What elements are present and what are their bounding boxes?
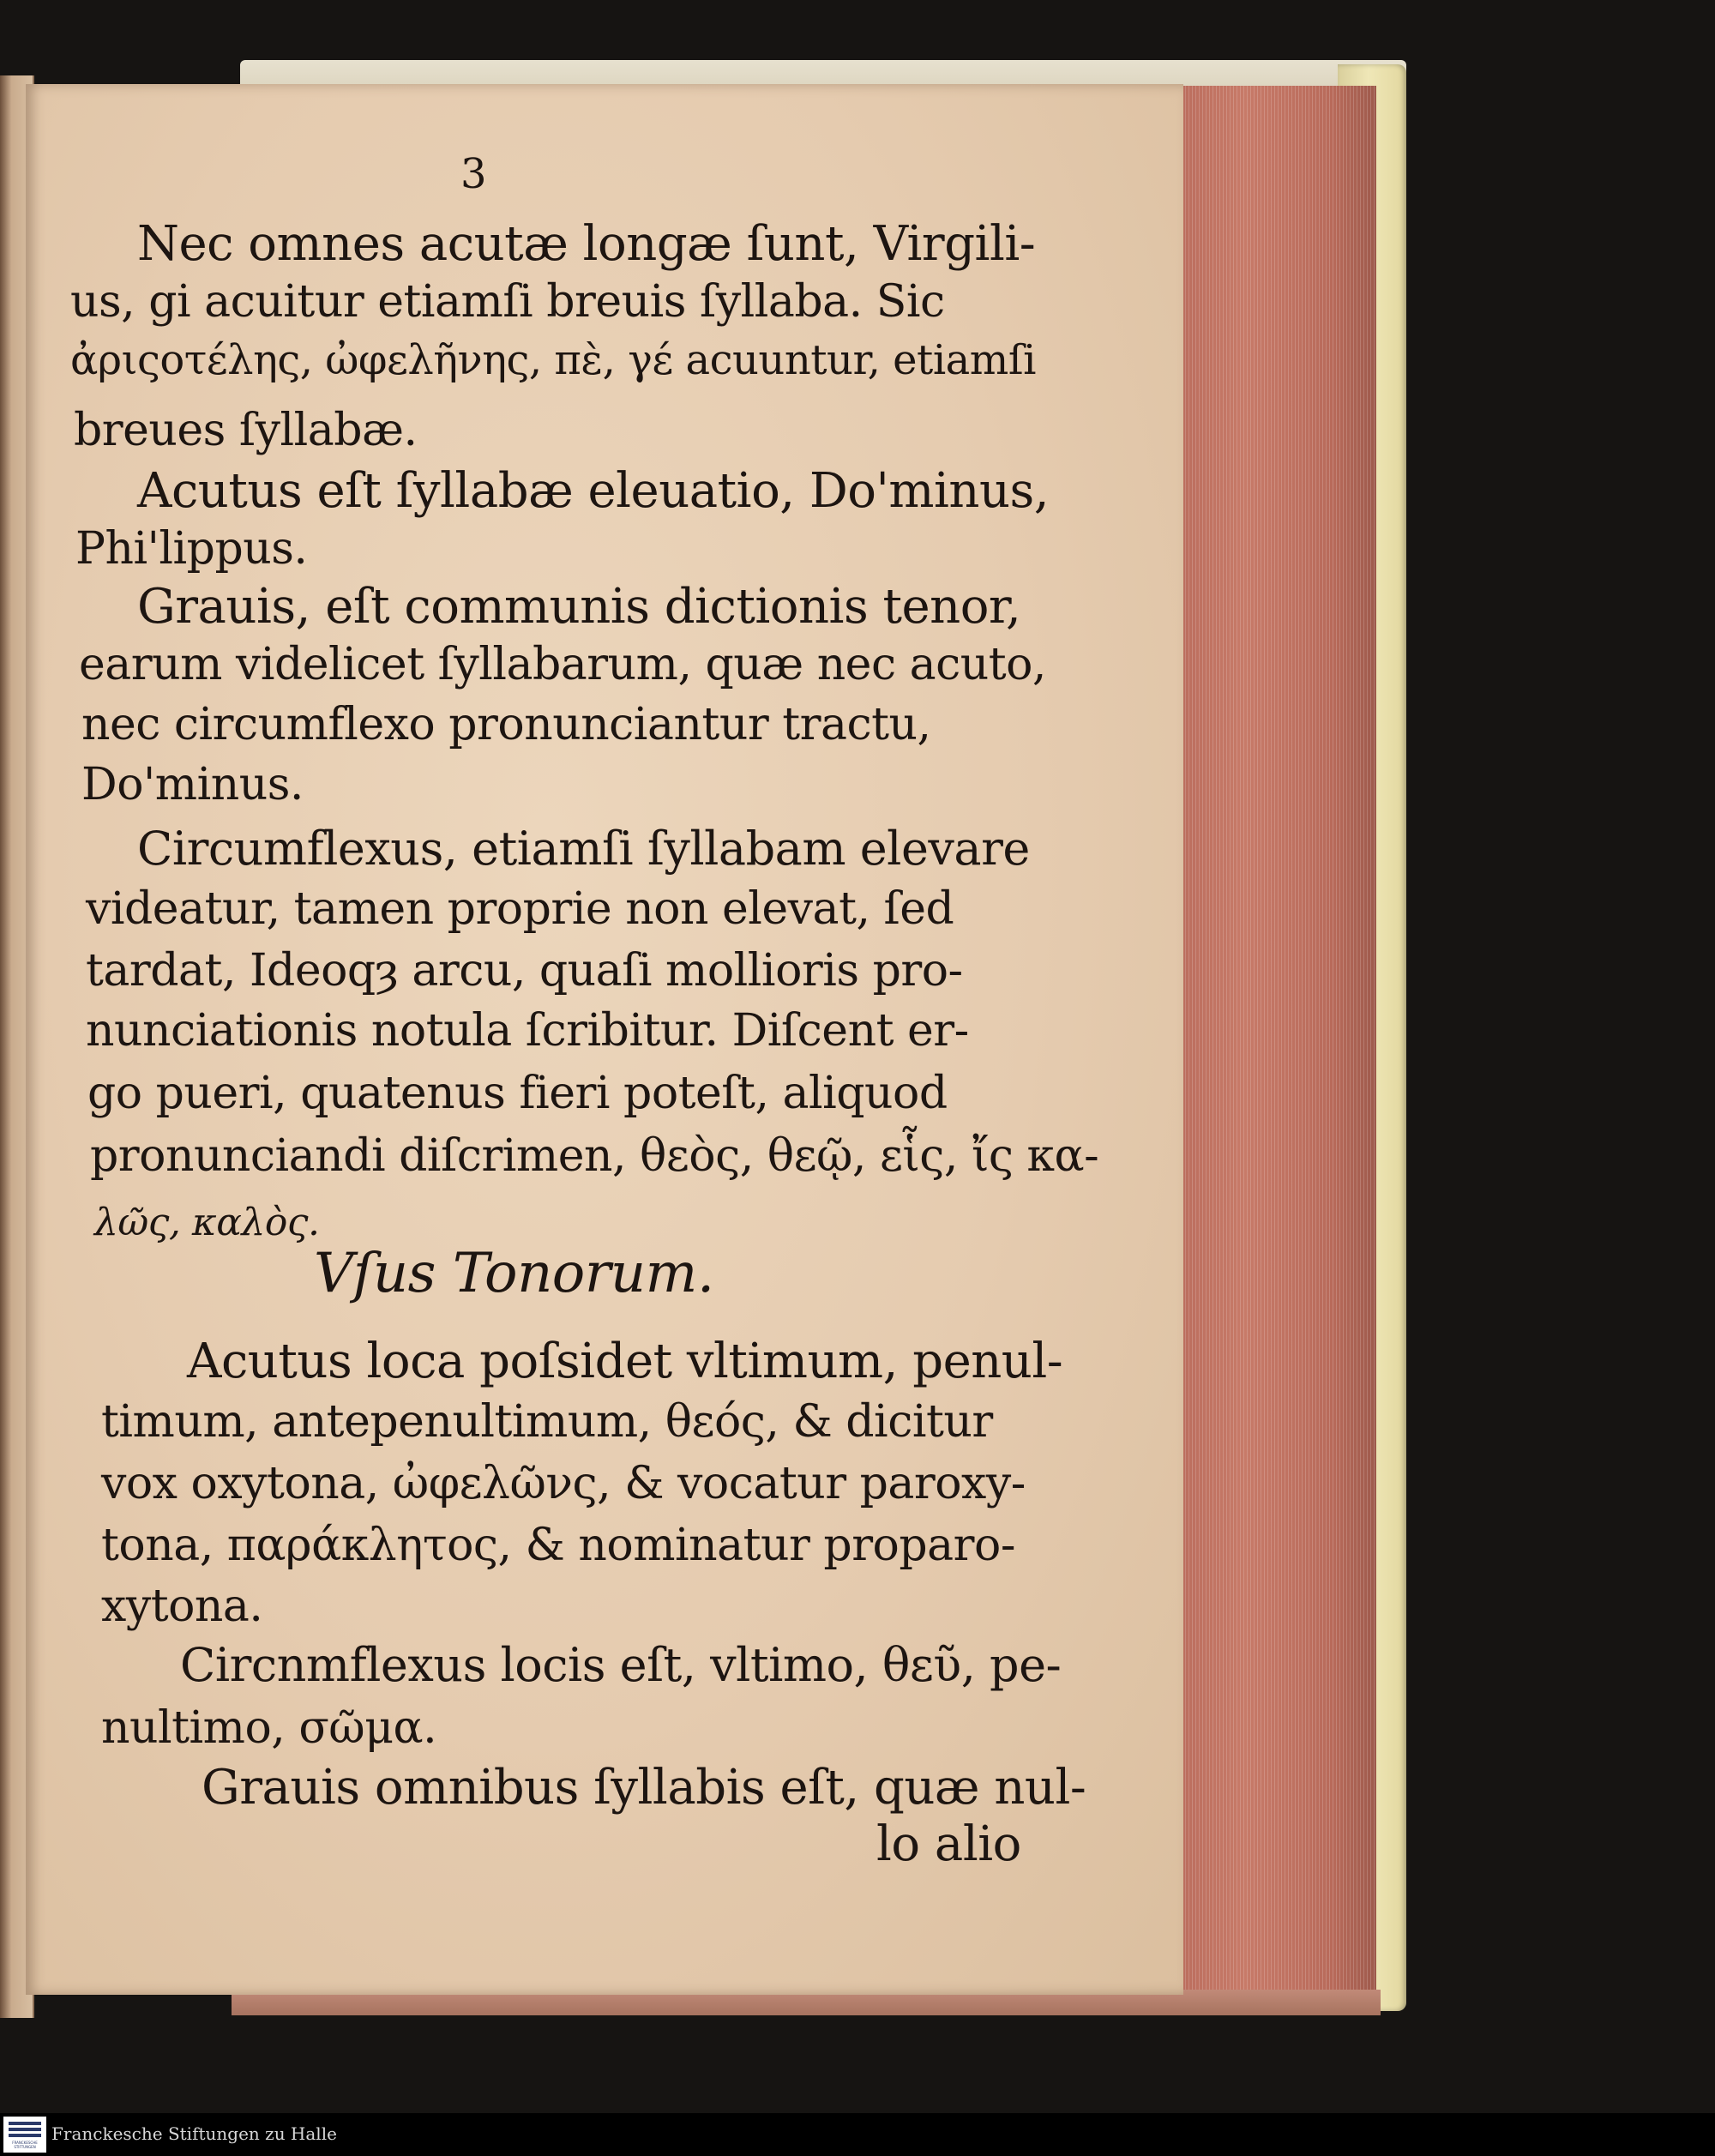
viewer-footer — [0, 2113, 1715, 2156]
red-page-edges — [1158, 86, 1376, 2002]
text-line: ἀριςοτέλης, ὠφελῆνης, πὲ, γέ acuuntur, etiamſi — [70, 336, 1036, 384]
text-line: nultimo, σῶμα. — [101, 1702, 437, 1754]
text-line: tardat, Ideoqȝ arcu, quaſi mollioris pro- — [86, 945, 963, 997]
text-line: λῶς, καλὸς. — [94, 1201, 320, 1244]
francke-logo — [3, 2117, 46, 2153]
text-line: nec circumflexo pronunciantur tractu, — [81, 699, 931, 750]
text-line: Circnmflexus locis eſt, vltimo, θεῦ, pe- — [180, 1638, 1062, 1692]
section-heading: Vſus Tonorum. — [314, 1242, 714, 1305]
text-line: lo alio — [876, 1816, 1021, 1872]
logo-bar-icon — [9, 2122, 41, 2125]
text-line: go pueri, quatenus fieri poteſt, aliquod — [87, 1068, 948, 1119]
text-line: Acutus loca poſsidet vltimum, penul- — [187, 1334, 1063, 1389]
text-line: xytona. — [101, 1581, 263, 1632]
logo-bar-icon — [9, 2128, 41, 2131]
text-line: pronunciandi diſcrimen, θεὸς, θεῷ, εἷς, ἴς κα- — [90, 1130, 1099, 1182]
text-line: videatur, tamen proprie non elevat, ſed — [86, 883, 954, 935]
institution-name: Franckesche Stiftungen zu Halle — [51, 2123, 337, 2144]
text-line: vox oxytona, ὠφελῶνς, & vocatur paroxy- — [101, 1458, 1026, 1509]
text-line: earum videlicet ſyllabarum, quæ nec acuto, — [79, 639, 1046, 690]
text-line: tona, παράκλητος, & nominatur proparo- — [101, 1520, 1015, 1571]
text-line: Do'minus. — [81, 759, 304, 810]
text-line: Grauis, eſt communis dictionis tenor, — [137, 579, 1021, 635]
text-line: us, gi acuitur etiamſi breuis ſyllaba. Sic — [70, 276, 945, 328]
logo-bar-icon — [9, 2134, 41, 2137]
text-line: Grauis omnibus ſyllabis eſt, quæ nul- — [202, 1760, 1086, 1816]
text-line: Phi'lippus. — [75, 523, 308, 575]
text-line: Acutus eſt ſyllabæ eleuatio, Do'minus, — [137, 463, 1050, 519]
logo-text: FRANCKESCHE STIFTUNGEN — [12, 2141, 38, 2149]
text-line: breues ſyllabæ. — [74, 405, 418, 456]
text-line: Circumflexus, etiamſi ſyllabam elevare — [137, 822, 1030, 876]
text-line: timum, antepenultimum, θεός, & dicitur — [101, 1396, 993, 1448]
text-line: Nec omnes acutæ longæ ſunt, Virgili- — [137, 216, 1036, 272]
page-number: 3 — [460, 150, 487, 198]
text-line: nunciationis notula ſcribitur. Diſcent er- — [86, 1005, 969, 1057]
